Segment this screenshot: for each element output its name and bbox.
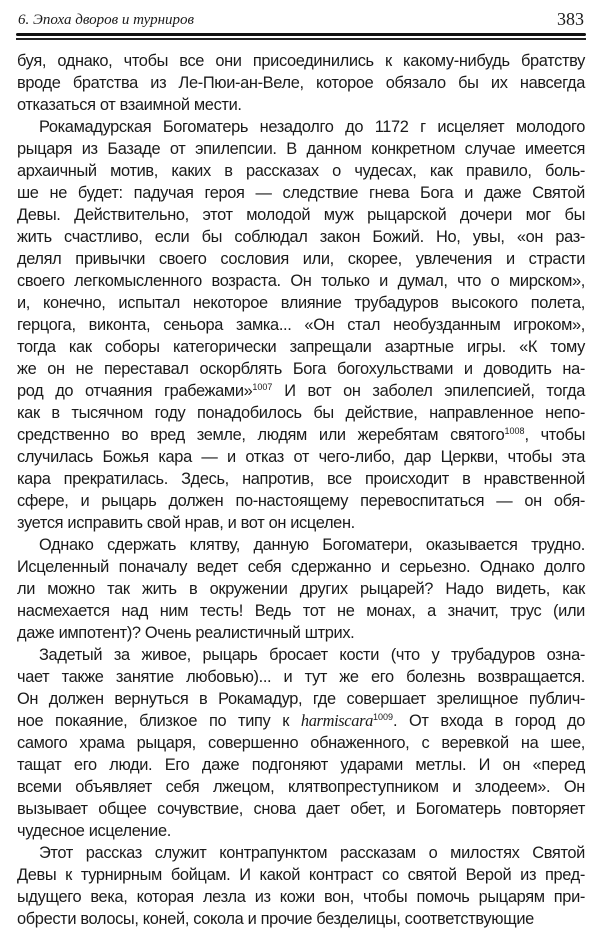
header-rule-thin bbox=[16, 38, 586, 40]
text-line: герцога, виконта, сеньора замка... «Он стал необузданным игроком», bbox=[17, 316, 585, 334]
text-line: ше не будет: падучая героя — следствие гнева Бога и даже Святой bbox=[17, 184, 585, 202]
text-line: делял привычки своего сословия или, скорее, увлечения и страсти bbox=[17, 250, 585, 268]
text-line: своего легкомысленного возраста. Он только и думал, что о мирском», bbox=[17, 272, 585, 290]
text-line: Исцеленный поначалу ведет себя сдержанно и серьезно. Однако долго bbox=[17, 558, 585, 576]
text-line: тащат его люди. Его даже подгоняют ударами метлы. И он «перед bbox=[17, 756, 585, 774]
text-line: обрести волосы, коней, сокола и прочие безделицы, соответствующие bbox=[17, 910, 534, 928]
text-line: чудесное исцеление. bbox=[17, 822, 171, 840]
text-line: архаичный мотив, каких в рассказах о чудесах, как правило, боль- bbox=[17, 162, 585, 180]
paragraph bbox=[17, 644, 585, 842]
text-line: отказаться от взаимной мести. bbox=[17, 96, 242, 114]
text-line: тогда как соборы категорически запрещали азартные игры. «К тому bbox=[17, 338, 585, 356]
text-line: даже импотент)? Очень реалистичный штрих. bbox=[17, 624, 355, 642]
paragraph bbox=[17, 116, 585, 534]
italic-term: harmiscara bbox=[300, 711, 373, 730]
text-line: зуется исправить свой нрав, и вот он исцелен. bbox=[17, 514, 355, 532]
text-line: Девы к турнирным бойцам. И какой контраст со святой Верой из пред- bbox=[17, 866, 585, 884]
body-text bbox=[17, 50, 585, 930]
text-line: жить счастливо, если бы соблюдал закон Божий. Но, увы, «он раз- bbox=[17, 228, 585, 246]
text-line: и, конечно, испытал некоторое влияние трубадуров высокого полета, bbox=[17, 294, 585, 312]
text-line: самого храма рыцаря, совершенно обнаженного, с веревкой на шее, bbox=[17, 734, 585, 752]
text-line: как в тысячном году понадобилось бы действие, направленное непо- bbox=[17, 404, 585, 422]
footnote-ref[interactable]: 1008 bbox=[504, 426, 525, 436]
text-line: вызывает общее сочувствие, снова дает обет, и Богоматерь повторяет bbox=[17, 800, 585, 818]
text-line: Однако сдержать клятву, данную Богоматери, оказывается трудно. bbox=[39, 536, 585, 554]
text-line: кара прекратилась. Здесь, напротив, все происходит в нравственной bbox=[17, 470, 585, 488]
text-line: сфере, и рыцарь должен по-настоящему перевоспитаться — он обя- bbox=[17, 492, 585, 510]
text-line: ное покаяние, близкое по типу к harmiscara$^{1009}$. От входа в город до bbox=[17, 711, 585, 730]
text-line: Он должен вернуться в Рокамадур, где совершает зрелищное публич- bbox=[17, 690, 585, 708]
paragraph bbox=[17, 842, 585, 930]
running-head bbox=[18, 4, 584, 30]
text-line: средственно во вред земле, людям или жеребятам святого$^{1008}$, чтобы bbox=[17, 426, 585, 444]
text-line: Рокамадурская Богоматерь незадолго до 1172 г исцеляет молодого bbox=[39, 118, 585, 136]
footnote-ref[interactable]: 1009 bbox=[372, 712, 393, 722]
chapter-title: 6. Эпоха дворов и турниров bbox=[18, 12, 195, 28]
text-line: Этот рассказ служит контрапунктом рассказам о милостях Святой bbox=[39, 844, 585, 862]
text-line: случилась Божья кара — и отказ от чего-либо, дар Церкви, чтобы эта bbox=[17, 448, 585, 466]
header-rule-thick bbox=[16, 33, 586, 36]
text-line: Девы. Действительно, этот молодой муж рыцарской дочери мог бы bbox=[17, 206, 585, 224]
text-line: насмехается над ним тесть! Ведь тот не монах, а значит, трус (или bbox=[17, 602, 585, 620]
text-line: ли можно так жить в окружении других рыцарей? Надо видеть, как bbox=[17, 580, 585, 598]
text-line: Задетый за живое, рыцарь бросает кости (что у трубадуров озна- bbox=[39, 646, 585, 664]
footnote-ref[interactable]: 1007 bbox=[252, 382, 273, 392]
text-line: всеми объявляет себя лжецом, клятвопреступником и злодеем». Он bbox=[17, 778, 585, 796]
text-line: род до отчаяния грабежами»$^{1007}$ И вот он заболел эпилепсией, тогда bbox=[17, 382, 585, 400]
header-rule bbox=[16, 33, 586, 41]
text-line: чает также занятие любовью)... и тут же его болезнь возвращается. bbox=[17, 668, 585, 686]
page-number: 383 bbox=[557, 9, 584, 29]
text-line: вроде братства из Ле-Пюи-ан-Веле, которое обязало бы их навсегда bbox=[17, 74, 585, 92]
text-line: же он не переставал оскорблять Бога богохульствами и доводить на- bbox=[17, 360, 585, 378]
paragraph bbox=[17, 50, 585, 116]
text-line: рыцаря из Базаде от эпилепсии. В данном конкретном случае имеется bbox=[17, 140, 585, 158]
paragraph bbox=[17, 534, 585, 644]
text-line: буя, однако, чтобы все они присоединились к какому-нибудь братству bbox=[17, 52, 585, 70]
text-line: ыдущего века, которая лезла из кожи вон, чтобы помочь рыцарям при- bbox=[17, 888, 585, 906]
